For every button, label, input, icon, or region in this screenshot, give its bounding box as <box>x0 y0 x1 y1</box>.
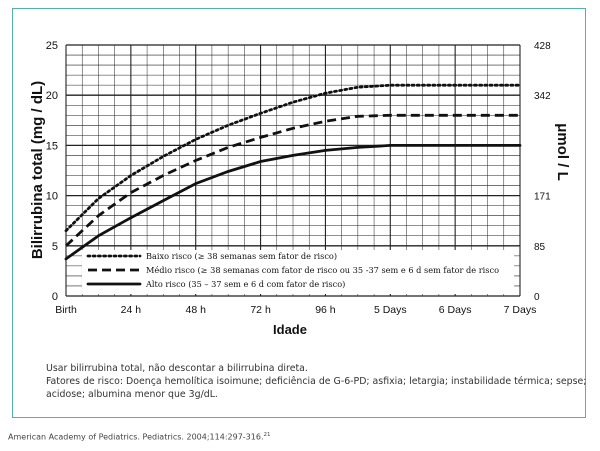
y-tick-label: 15 <box>45 140 58 153</box>
right-axis-label: μmol / L <box>554 123 571 181</box>
right-tick-label: 171 <box>534 191 551 203</box>
x-tick-label: 72 h <box>250 304 271 316</box>
footnote-line-3: acidose; albumina menor que 3g/dL. <box>46 389 218 400</box>
x-tick-label: 7 Days <box>503 304 537 316</box>
y-tick-label: 20 <box>45 90 58 103</box>
x-tick-label: 5 Days <box>373 304 407 316</box>
x-tick-label: 6 Days <box>438 304 472 316</box>
footnote <box>46 362 587 401</box>
y-tick-label: 25 <box>45 40 58 52</box>
right-tick-label: 342 <box>534 91 551 103</box>
y-tick-label: 5 <box>51 240 58 253</box>
y-tick-label: 10 <box>45 190 58 203</box>
citation <box>8 432 271 442</box>
right-tick-label: 428 <box>534 41 551 52</box>
right-tick-label: 0 <box>534 292 540 303</box>
citation-ref: 21 <box>263 432 271 438</box>
y-tick-label: 0 <box>51 291 58 303</box>
x-tick-label: 96 h <box>315 304 336 316</box>
citation-text: American Academy of Pediatrics. Pediatrics. 2004;114:297-316. <box>8 432 264 442</box>
x-tick-label: Birth <box>55 304 77 316</box>
footnote-line-2: Fatores de risco: Doença hemolítica isoimune; deficiência de G-6-PD; asfixia; letargia; instabilidade térmica; sepse; <box>46 376 587 387</box>
y-axis-label: Bilirrubina total (mg / dL) <box>29 80 46 260</box>
legend-label-1: Baixo risco (≥ 38 semanas sem fator de risco) <box>146 251 338 261</box>
right-tick-label: 85 <box>534 241 546 253</box>
legend <box>82 250 514 294</box>
x-tick-label: 48 h <box>185 304 206 316</box>
x-tick-label: 24 h <box>120 304 142 316</box>
footnote-line-1: Usar bilirrubina total, não descontar a bilirrubina direta. <box>46 363 308 374</box>
x-axis-label: Idade <box>273 322 307 337</box>
legend-label-2: Médio risco (≥ 38 semanas com fator de risco ou 35 -37 sem e 6 d sem fator de risco <box>146 265 499 275</box>
legend-label-3: Alto risco (35 – 37 sem e 6 d com fator de risco) <box>146 279 346 289</box>
